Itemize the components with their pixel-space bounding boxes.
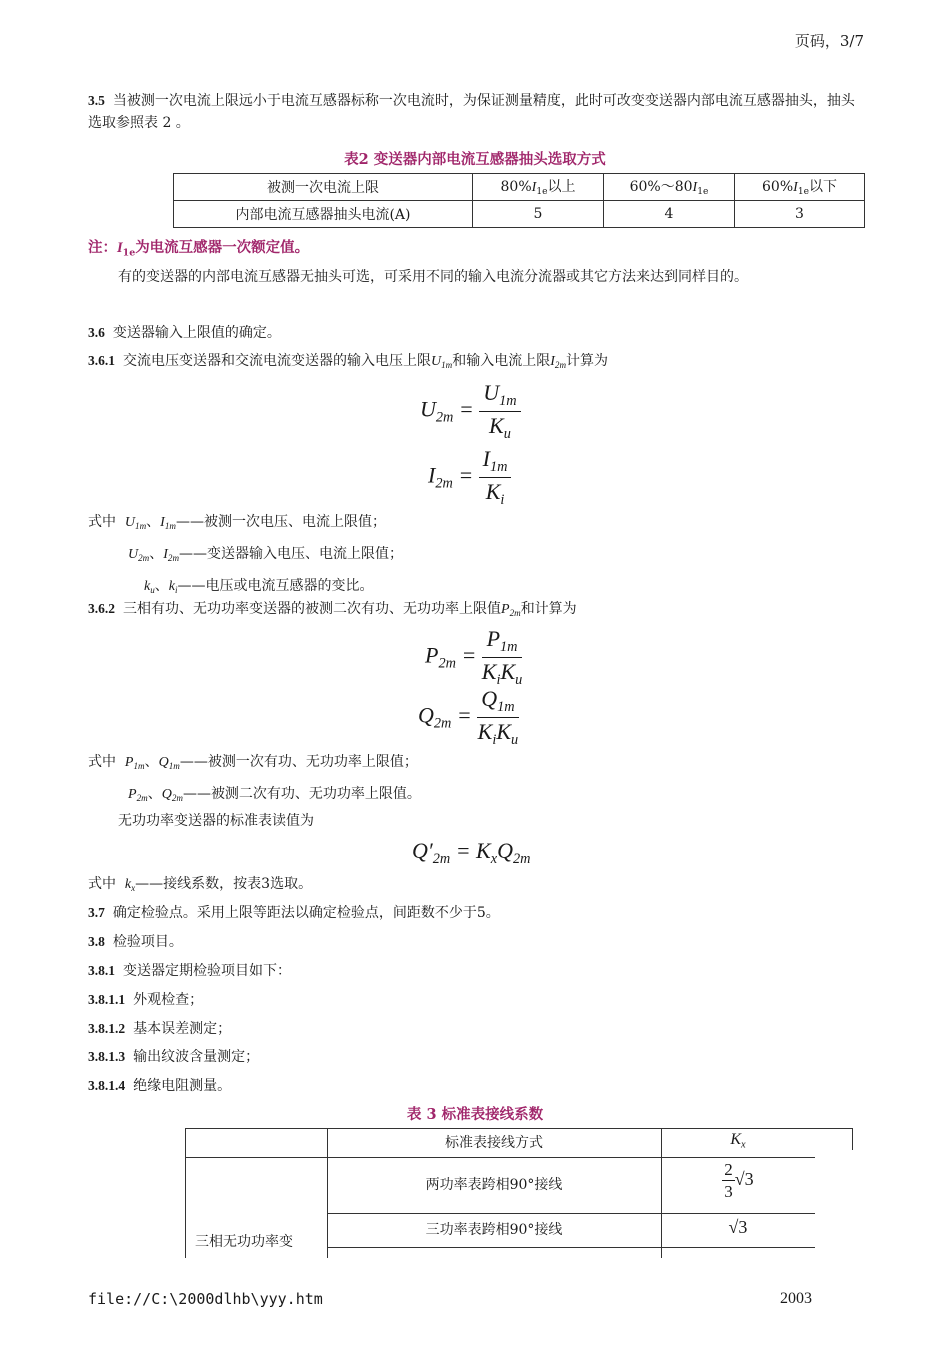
list-item: 3.8.1.4 绝缘电阻测量。 <box>88 1078 232 1094</box>
table-cell: $60\%\sim 80I_{1e}$ <box>604 174 735 201</box>
table3 <box>185 1128 853 1258</box>
legend-3: 式中 $k_x——$接线系数，按表3选取。 <box>88 876 313 894</box>
footer-date: 2003 <box>780 1290 812 1307</box>
table-cell: $\frac{2}{3}$ √3 <box>724 1160 754 1201</box>
page-label: 页码，3/7 <box>794 32 864 50</box>
footer-path: file://C:\2000dlhb\yyy.htm <box>88 1290 323 1308</box>
paragraph-tap: 有的变送器的内部电流互感器无抽头可选，可采用不同的输入电流分流器或其它方法来达到同样目的。 <box>118 269 748 285</box>
list-item: 3.8.1.2 基本误差测定； <box>88 1021 232 1037</box>
equation-p2m: $P_{2m}$ = $\frac{P_{1m}}{K_iK_u}$ <box>425 626 523 688</box>
section-3-8-1: 3.8.1 变送器定期检验项目如下： <box>88 963 291 979</box>
section-3-7: 3.7 确定检验点。采用上限等距法以确定检验点，间距数不少于5。 <box>88 905 500 921</box>
equation-i2m: $I_{2m}$ = $\frac{I_{1m}}{K_i}$ <box>428 446 511 509</box>
table-cell: √3 <box>728 1217 748 1237</box>
list-item: 3.8.1.1 外观检查； <box>88 992 204 1008</box>
list-item: 3.8.1.3 输出纹波含量测定； <box>88 1049 260 1065</box>
table-cell: 两功率表跨相90°接线 <box>425 1177 563 1193</box>
table-cell: 三功率表跨相90°接线 <box>425 1222 563 1238</box>
legend-1: 式中 $U_{1m}$、$I_{1m}——$被测一次电压、电流上限值； $U_{2m}$、$I_{2m}——$变送器输入电压、电流上限值； $k_u$、$k_i——$电压或电流互感器的变比。 <box>88 514 404 596</box>
table-row <box>174 174 865 201</box>
section-text: 当被测一次电流上限远小于电流互感器标称一次电流时，为保证测量精度，此时可改变变送器内部电流互感器抽头，抽头选取参照表 2 。 <box>88 93 855 131</box>
equation-q2m: $Q_{2m}$ = $\frac{Q_{1m}}{K_iK_u}$ <box>418 686 519 748</box>
table-cell: 被测一次电流上限 <box>174 174 473 201</box>
table2-note: 注：$I_{1e}$为电流互感器一次额定值。 <box>88 239 310 259</box>
section-number: 3.5 <box>88 93 105 108</box>
table3-title: 表 3 标准表接线系数 <box>406 1106 544 1123</box>
section-3-6-2: 3.6.2 三相有功、无功功率变送器的被测二次有功、无功功率上限值$P_{2m}$和计算为 <box>88 601 577 619</box>
section-3-5 <box>88 90 868 134</box>
table-row <box>174 201 865 228</box>
table-cell: 3 <box>735 201 865 228</box>
table2 <box>173 173 865 228</box>
paragraph-reactive: 无功功率变送器的标准表读值为 <box>118 813 314 829</box>
table-cell: $80\%I_{1e}$以上 <box>473 174 604 201</box>
table-cell: 标准表接线方式 <box>445 1135 543 1151</box>
table2-title: 表2 变送器内部电流互感器抽头选取方式 <box>344 151 606 168</box>
equation-q2m-prime: $Q'_{2m} = K_xQ_{2m}$ <box>412 838 531 867</box>
equation-u2m: $U_{2m}$ = $\frac{U_{1m}}{K_u}$ <box>420 380 521 443</box>
section-3-8: 3.8 检验项目。 <box>88 934 183 950</box>
table-cell: 5 <box>473 201 604 228</box>
section-3-6: 3.6 变送器输入上限值的确定。 <box>88 325 281 341</box>
table-cell: 三相无功功率变 <box>195 1234 293 1250</box>
table-cell: 4 <box>604 201 735 228</box>
table-cell: $60\%I_{1e}$以下 <box>735 174 865 201</box>
legend-2: 式中 $P_{1m}$、$Q_{1m}——$被测一次有功、无功功率上限值； $P_{2m}$、$Q_{2m}——$被测二次有功、无功功率上限值。 <box>88 754 421 804</box>
table-cell: $K_x$ <box>730 1131 746 1151</box>
table-cell: 内部电流互感器抽头电流(A) <box>174 201 473 228</box>
section-3-6-1: 3.6.1 交流电压变送器和交流电流变送器的输入电压上限$U_{1m}$和输入电流上限$I_{2m}$计算为 <box>88 353 609 371</box>
